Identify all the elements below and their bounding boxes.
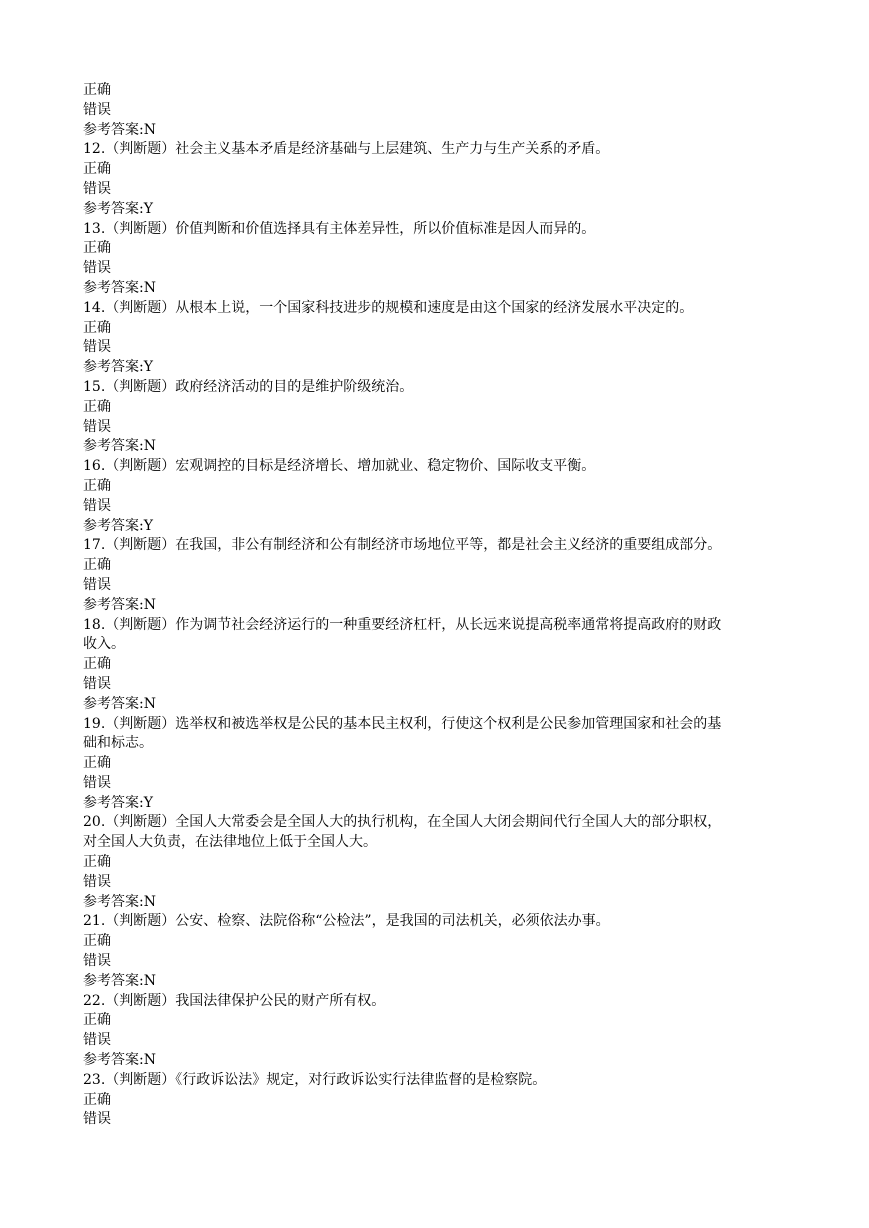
text-line: 错误 [83, 675, 111, 692]
text-line: 参考答案:N [83, 1052, 156, 1069]
text-line: 正确 [83, 82, 111, 98]
text-line: 18.（判断题）作为调节社会经济运行的一种重要经济杠杆，从长远来说提高税率通常将提高政府的财政 [83, 616, 722, 633]
text-line: 错误 [83, 260, 111, 277]
text-line: 21.（判断题）公安、检察、法院俗称“公检法”，是我国的司法机关，必须依法办事。 [83, 913, 610, 930]
text-line: 20.（判断题）全国人大常委会是全国人大的执行机构，在全国人大闭会期间代行全国人大的部分职权， [83, 814, 722, 831]
text-line: 正确 [83, 933, 111, 950]
text-line: 17.（判断题）在我国，非公有制经济和公有制经济市场地位平等，都是社会主义经济的重要组成部分。 [83, 537, 722, 554]
text-line: 12.（判断题）社会主义基本矛盾是经济基础与上层建筑、生产力与生产关系的矛盾。 [83, 141, 610, 158]
text-line: 参考答案:N [83, 972, 156, 989]
text-line: 正确 [83, 477, 111, 494]
text-line: 参考答案:N [83, 695, 156, 712]
text-line: 正确 [83, 319, 111, 336]
text-line: 正确 [83, 755, 111, 772]
text-line: 正确 [83, 557, 111, 574]
text-line: 错误 [83, 774, 111, 791]
text-line: 对全国人大负责，在法律地位上低于全国人大。 [83, 834, 377, 851]
text-line: 参考答案:N [83, 596, 156, 613]
text-line: 13.（判断题）价值判断和价值选择具有主体差异性，所以价值标准是因人而异的。 [83, 220, 596, 237]
text-line: 收入。 [83, 636, 125, 653]
text-line: 错误 [83, 497, 111, 514]
document-page [83, 81, 783, 1130]
text-line: 正确 [83, 398, 111, 415]
text-line: 22.（判断题）我国法律保护公民的财产所有权。 [83, 992, 386, 1009]
text-line: 正确 [83, 1012, 111, 1029]
text-line: 正确 [83, 161, 111, 178]
text-line: 参考答案:Y [83, 359, 153, 376]
text-line: 错误 [83, 418, 111, 435]
text-line: 错误 [83, 339, 111, 356]
text-line: 正确 [83, 240, 111, 257]
text-line: 错误 [83, 180, 111, 197]
text-line: 19.（判断题）选举权和被选举权是公民的基本民主权利，行使这个权利是公民参加管理国家和社会的基 [83, 715, 722, 732]
text-line: 错误 [83, 101, 111, 118]
text-line: 正确 [83, 1091, 111, 1108]
text-line: 参考答案:Y [83, 200, 153, 217]
text-line: 参考答案:Y [83, 794, 153, 811]
text-line: 16.（判断题）宏观调控的目标是经济增长、增加就业、稳定物价、国际收支平衡。 [83, 458, 596, 475]
text-line: 错误 [83, 576, 111, 593]
text-line: 参考答案:N [83, 438, 156, 455]
text-line: 23.（判断题）《行政诉讼法》规定，对行政诉讼实行法律监督的是检察院。 [83, 1071, 547, 1088]
text-line: 错误 [83, 873, 111, 890]
text-line: 正确 [83, 854, 111, 871]
text-line: 正确 [83, 656, 111, 673]
text-line: 参考答案:N [83, 893, 156, 910]
text-line: 15.（判断题）政府经济活动的目的是维护阶级统治。 [83, 378, 414, 395]
text-line: 参考答案:Y [83, 517, 153, 534]
text-line: 14.（判断题）从根本上说，一个国家科技进步的规模和速度是由这个国家的经济发展水平决定的。 [83, 299, 694, 316]
text-line: 参考答案:N [83, 121, 156, 138]
text-line: 错误 [83, 1111, 111, 1128]
text-line: 础和标志。 [83, 735, 153, 752]
text-line: 错误 [83, 953, 111, 970]
text-line: 错误 [83, 1032, 111, 1049]
text-line: 参考答案:N [83, 279, 156, 296]
